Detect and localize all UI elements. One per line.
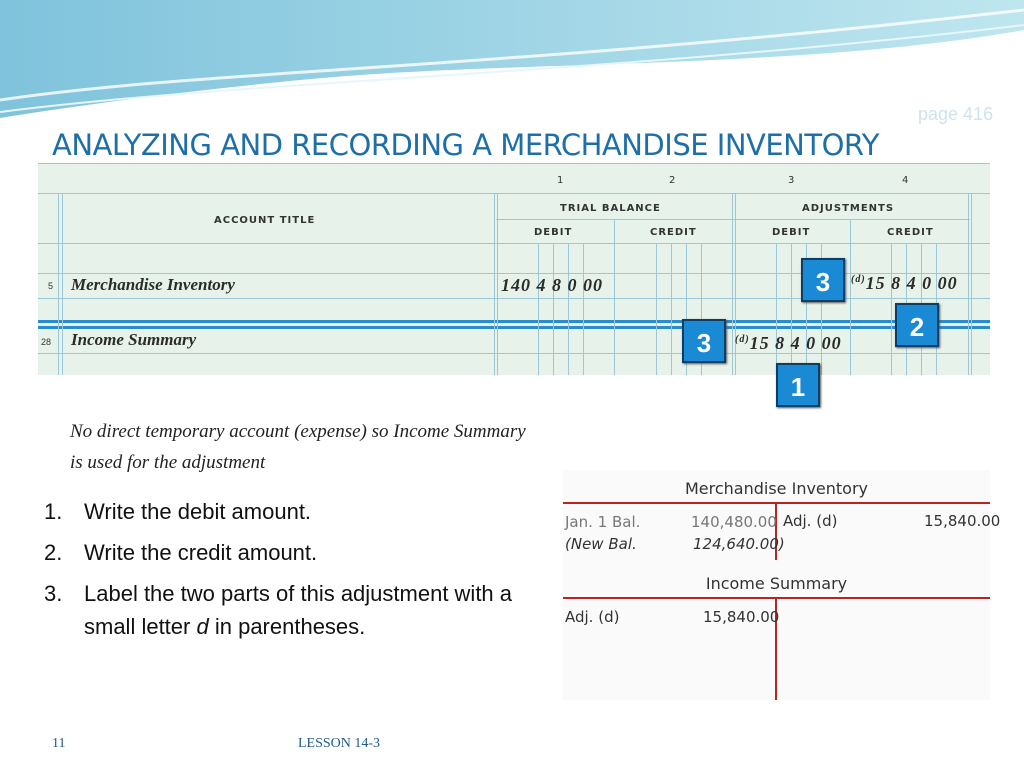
t-label-adj-credit: Adj. (d) bbox=[783, 512, 838, 530]
steps-list bbox=[44, 495, 514, 651]
lesson-label: LESSON 14-3 bbox=[298, 736, 381, 751]
worksheet-excerpt bbox=[38, 163, 990, 375]
tb-debit-amount: 140 4 8 0 00 bbox=[501, 275, 603, 295]
adj-credit-amount bbox=[851, 273, 958, 294]
step-badge-3-debit-label: 3 bbox=[682, 319, 726, 363]
account-name-merchandise-inventory: Merchandise Inventory bbox=[71, 275, 235, 294]
adj-debit-amount bbox=[735, 333, 842, 354]
page-reference: page 416 bbox=[918, 104, 994, 124]
t-amount-jan-bal: 140,480.00 bbox=[691, 513, 777, 531]
adj-debit-label: (d) bbox=[735, 334, 750, 345]
t-amount-adj-debit: 15,840.00 bbox=[703, 608, 780, 626]
explanation-note: No direct temporary account (expense) so Income Summary is used for the adjustment bbox=[70, 421, 526, 473]
t-label-adj-debit: Adj. (d) bbox=[565, 608, 620, 626]
adj-credit-label: (d) bbox=[851, 274, 866, 285]
t-accounts bbox=[563, 470, 1001, 700]
adjustments-header: ADJUSTMENTS bbox=[802, 203, 895, 214]
step-badge-1: 1 bbox=[776, 363, 820, 407]
t-account-title-merchandise-inventory: Merchandise Inventory bbox=[684, 479, 869, 498]
t-label-jan-bal: Jan. 1 Bal. bbox=[565, 513, 641, 531]
step-letter: d bbox=[196, 614, 209, 639]
step-number: 2. bbox=[44, 540, 63, 565]
column-number-3: 3 bbox=[788, 175, 795, 186]
line-number: 28 bbox=[41, 337, 52, 347]
adj-debit-value: 15 8 4 0 00 bbox=[749, 333, 842, 353]
step-badge-2: 2 bbox=[895, 303, 939, 347]
slide-number: 11 bbox=[52, 736, 66, 751]
account-title-header: ACCOUNT TITLE bbox=[214, 215, 316, 226]
adj-credit-value: 15 8 4 0 00 bbox=[865, 273, 958, 293]
t-amount-adj-credit: 15,840.00 bbox=[924, 512, 1001, 530]
trial-balance-header: TRIAL BALANCE bbox=[560, 203, 661, 214]
column-number-1: 1 bbox=[557, 175, 564, 186]
tb-credit-header: CREDIT bbox=[650, 227, 697, 238]
account-name-income-summary: Income Summary bbox=[71, 330, 197, 349]
step-badge-3-credit-label: 3 bbox=[801, 258, 845, 302]
tb-debit-header: DEBIT bbox=[534, 227, 573, 238]
t-label-new-bal: (New Bal. bbox=[565, 535, 637, 553]
step-number: 3. bbox=[44, 581, 63, 606]
t-account-title-income-summary: Income Summary bbox=[705, 574, 848, 593]
step-number: 1. bbox=[44, 499, 63, 524]
adj-credit-header: CREDIT bbox=[887, 227, 934, 238]
line-number: 5 bbox=[48, 281, 54, 291]
step-text: Label the two parts of this adjustment with a small letter bbox=[84, 581, 513, 639]
column-number-4: 4 bbox=[902, 175, 909, 186]
header-wave-decoration bbox=[0, 0, 1024, 120]
column-number-2: 2 bbox=[669, 175, 676, 186]
step-text: Write the debit amount. bbox=[84, 499, 312, 524]
step-item bbox=[44, 577, 514, 643]
step-item bbox=[44, 495, 514, 528]
step-text-end: in parentheses. bbox=[208, 614, 366, 639]
adj-debit-header: DEBIT bbox=[772, 227, 811, 238]
step-text: Write the credit amount. bbox=[84, 540, 318, 565]
slide-title: ANALYZING AND RECORDING A MERCHANDISE INVENTORY bbox=[52, 128, 879, 162]
t-amount-new-bal: 124,640.00) bbox=[693, 535, 785, 553]
step-item bbox=[44, 536, 514, 569]
